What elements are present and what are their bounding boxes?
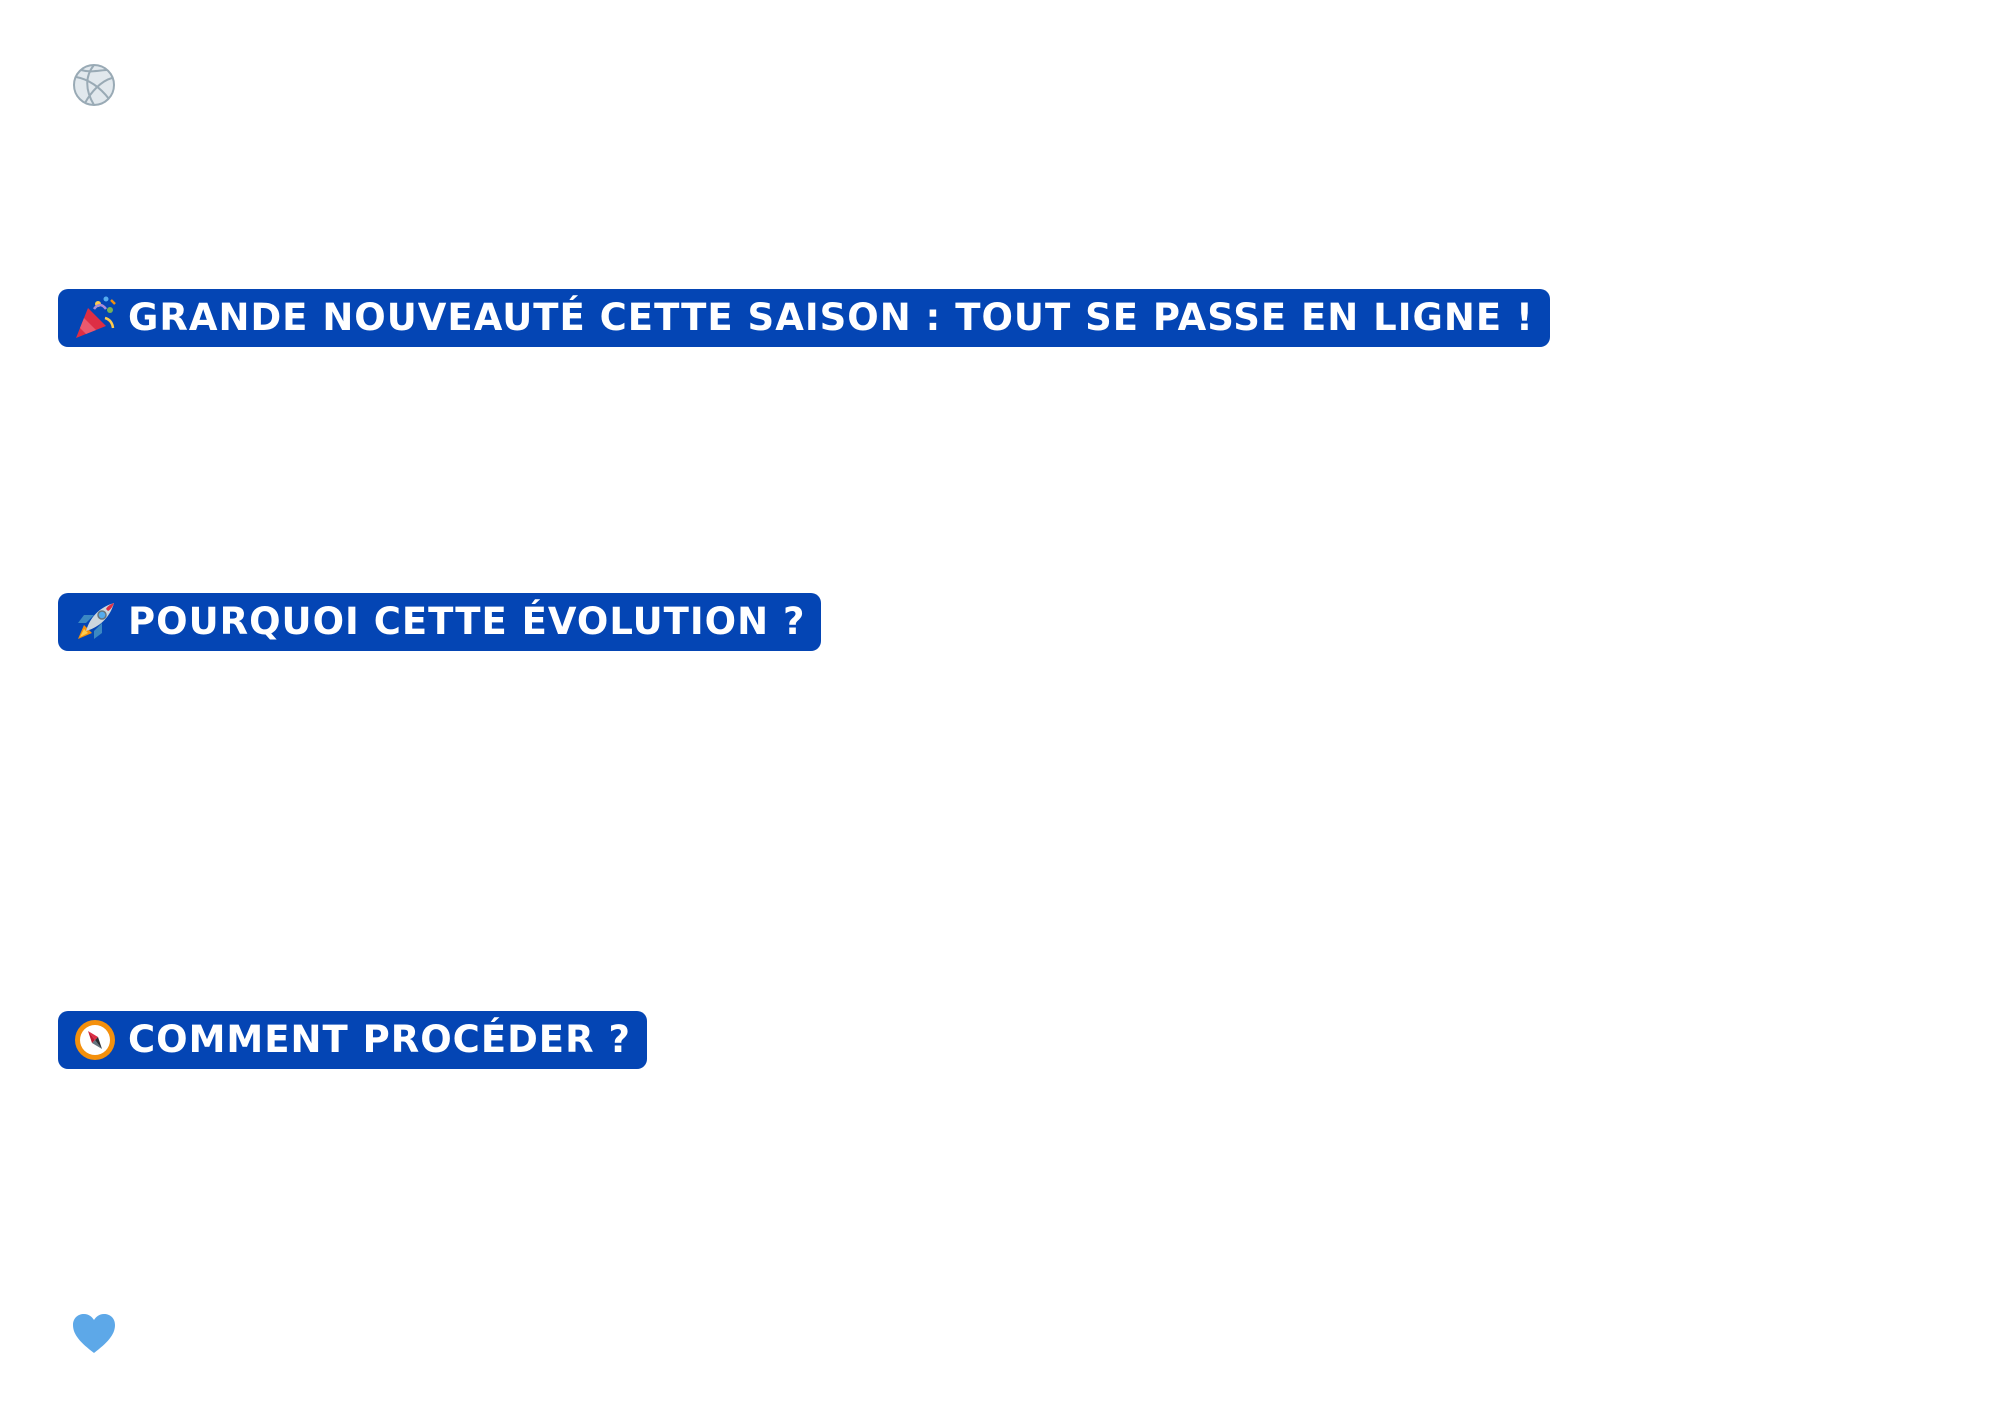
- party-popper-icon: [72, 295, 118, 341]
- section-heading-title: GRANDE NOUVEAUTÉ CETTE SAISON : TOUT SE PASSE EN LIGNE !: [128, 296, 1534, 339]
- section-heading-title: POURQUOI CETTE ÉVOLUTION ?: [128, 600, 806, 643]
- section-heading-why: [58, 593, 821, 651]
- section-heading-new-season: [58, 289, 1550, 347]
- section-heading-title: COMMENT PROCÉDER ?: [128, 1018, 631, 1061]
- compass-icon: [72, 1017, 118, 1063]
- volleyball-icon: [71, 62, 117, 108]
- blue-heart-icon: [71, 1311, 117, 1357]
- rocket-icon: [72, 599, 118, 645]
- section-heading-how: [58, 1011, 647, 1069]
